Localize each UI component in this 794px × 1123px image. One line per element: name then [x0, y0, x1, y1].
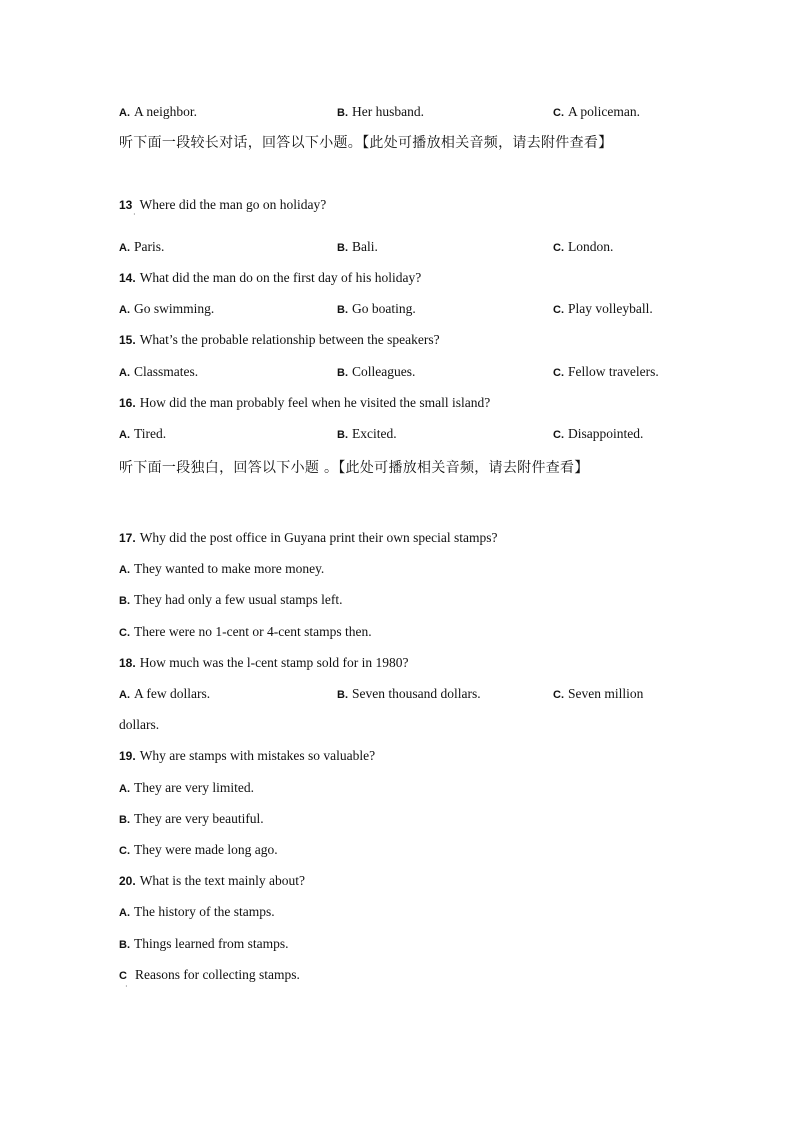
q18-option-c: [553, 686, 643, 703]
option-label: A.: [119, 907, 130, 919]
q18-option-a: [119, 686, 210, 703]
q17-option-b: [119, 592, 342, 609]
option-text: Paris.: [134, 239, 165, 254]
question-19: [119, 748, 375, 764]
option-b: [337, 104, 424, 121]
option-text: Play volleyball.: [568, 301, 653, 316]
option-text: Tired.: [134, 426, 167, 441]
option-label: B.: [337, 689, 348, 701]
q13-option-a: [119, 239, 164, 256]
option-text: A neighbor.: [134, 104, 197, 119]
option-label: A.: [119, 564, 130, 576]
option-text: Disappointed.: [568, 426, 644, 441]
option-label: C.: [553, 304, 564, 316]
option-text: There were no 1-cent or 4-cent stamps then.: [134, 624, 372, 639]
question-16: [119, 395, 490, 411]
option-label: A.: [119, 429, 130, 441]
q19-option-b: [119, 811, 264, 828]
option-label: A.: [119, 107, 130, 119]
q14-option-a: [119, 301, 214, 318]
question-15: [119, 332, 440, 348]
question-text: What is the text mainly about?: [139, 873, 306, 888]
option-label: A.: [119, 367, 130, 379]
q17-option-a: [119, 561, 324, 578]
option-label: B.: [337, 242, 348, 254]
option-text: They were made long ago.: [134, 842, 278, 857]
option-a: [119, 104, 197, 121]
option-text: London.: [568, 239, 614, 254]
q16-option-c: [553, 426, 643, 443]
option-text: Bali.: [352, 239, 378, 254]
option-label: C.: [553, 429, 564, 441]
option-c: [553, 104, 640, 121]
question-20: [119, 873, 305, 889]
question-text: What’s the probable relationship between the speakers?: [139, 332, 440, 347]
option-text: A few dollars.: [134, 686, 211, 701]
q19-option-c: [119, 842, 278, 859]
option-label: C.: [553, 689, 564, 701]
q16-option-b: [337, 426, 397, 443]
option-label: B.: [337, 107, 348, 119]
q15-option-c: [553, 364, 659, 381]
option-text: They are very limited.: [134, 780, 254, 795]
q17-option-c: [119, 624, 372, 641]
option-text: Her husband.: [352, 104, 424, 119]
question-13: [119, 197, 326, 213]
option-label: A.: [119, 783, 130, 795]
q20-option-c: [119, 967, 300, 984]
question-17: [119, 530, 497, 546]
option-label: B.: [337, 429, 348, 441]
question-number: 14.: [119, 271, 136, 285]
option-text: Go swimming.: [134, 301, 215, 316]
option-label: B.: [337, 367, 348, 379]
question-number: 13: [119, 198, 133, 212]
option-text: Fellow travelers.: [568, 364, 659, 379]
option-text: Classmates.: [134, 364, 199, 379]
option-label: C.: [119, 845, 130, 857]
q13-option-c: [553, 239, 613, 256]
question-number: 15.: [119, 333, 136, 347]
option-text: Go boating.: [352, 301, 416, 316]
question-number: 19.: [119, 749, 136, 763]
option-text: They are very beautiful.: [134, 811, 264, 826]
option-label: A.: [119, 242, 130, 254]
question-text: What did the man do on the first day of his holiday?: [139, 270, 422, 285]
question-text: How did the man probably feel when he visited the small island?: [139, 395, 491, 410]
question-number: 16.: [119, 396, 136, 410]
option-text: The history of the stamps.: [134, 904, 275, 919]
option-text: Reasons for collecting stamps.: [134, 967, 300, 982]
option-label: A.: [119, 304, 130, 316]
question-number: 20.: [119, 874, 136, 888]
option-label: B.: [119, 595, 130, 607]
option-text: Seven thousand dollars.: [352, 686, 481, 701]
option-text: Things learned from stamps.: [134, 936, 289, 951]
option-label: A.: [119, 689, 130, 701]
stray-dot-mark: ·: [133, 210, 136, 219]
option-label: C.: [119, 627, 130, 639]
question-number: 17.: [119, 531, 136, 545]
section-instruction-dialog: 听下面一段较长对话，回答以下小题。【此处可播放相关音频，请去附件查看】: [119, 135, 613, 151]
option-text: Colleagues.: [352, 364, 416, 379]
option-label: C.: [553, 107, 564, 119]
q16-option-a: [119, 426, 166, 443]
question-text: Why are stamps with mistakes so valuable?: [139, 748, 376, 763]
q15-option-b: [337, 364, 415, 381]
q19-option-a: [119, 780, 254, 797]
q18-option-c-continuation: dollars.: [119, 717, 160, 732]
option-label: B.: [119, 814, 130, 826]
q20-option-a: [119, 904, 275, 921]
option-text: They had only a few usual stamps left.: [134, 592, 343, 607]
option-text: Excited.: [352, 426, 397, 441]
option-text: A policeman.: [568, 104, 640, 119]
option-label: B.: [119, 939, 130, 951]
question-14: [119, 270, 421, 286]
option-text: They wanted to make more money.: [134, 561, 325, 576]
question-text: How much was the l-cent stamp sold for in 1980?: [139, 655, 409, 670]
q14-option-b: [337, 301, 416, 318]
option-label: C.: [553, 367, 564, 379]
question-number: 18.: [119, 656, 136, 670]
stray-dot-mark: ·: [125, 982, 128, 991]
q14-option-c: [553, 301, 653, 318]
option-label: B.: [337, 304, 348, 316]
section-instruction-monologue: 听下面一段独白，回答以下小题 。【此处可播放相关音频，请去附件查看】: [119, 460, 589, 476]
option-label: C: [119, 970, 127, 982]
q13-option-b: [337, 239, 378, 256]
q18-option-b: [337, 686, 481, 703]
q20-option-b: [119, 936, 288, 953]
question-text: Where did the man go on holiday?: [139, 197, 327, 212]
option-text: Seven million: [568, 686, 644, 701]
q15-option-a: [119, 364, 198, 381]
question-18: [119, 655, 409, 671]
question-text: Why did the post office in Guyana print their own special stamps?: [139, 530, 498, 545]
option-label: C.: [553, 242, 564, 254]
